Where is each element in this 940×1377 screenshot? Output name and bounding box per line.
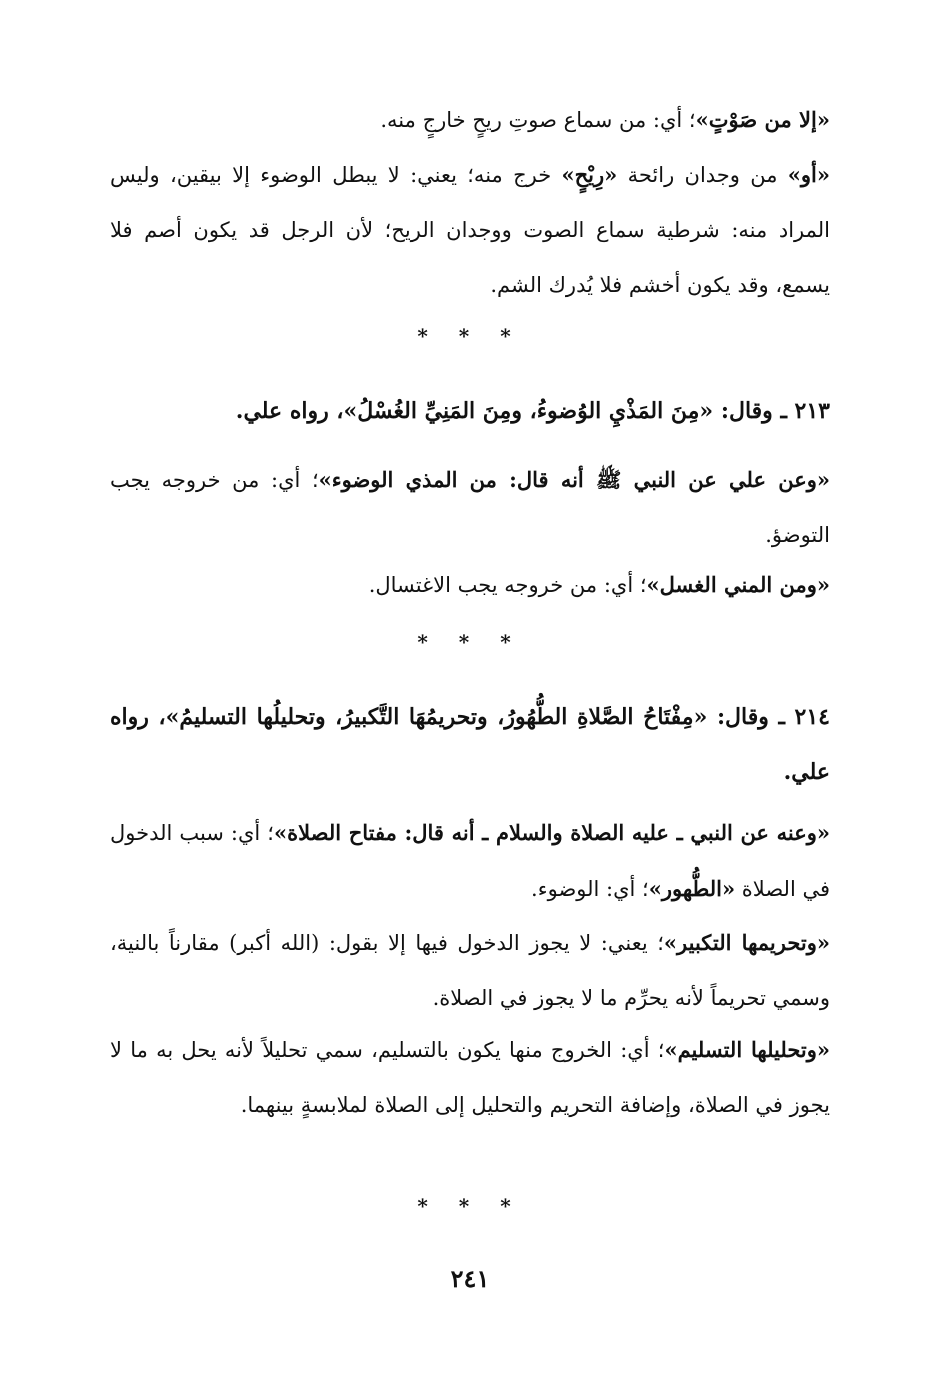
paragraph-text: ؛ يعني: لا يجوز الدخول فيها إلا بقول: (الله أكبر) مقارناً بالنية، وسمي تحريماً لأنه يحرِّم ما لا يجوز في الصلاة. — [110, 931, 830, 1010]
quoted-phrase: «وعنه عن النبي ـ عليه الصلاة والسلام ـ أنه قال: مفتاح الصلاة» — [273, 820, 830, 845]
quoted-phrase: «ومن المني الغسل» — [646, 572, 830, 597]
quoted-phrase: «وتحريمها التكبير» — [663, 930, 830, 955]
paragraph-text: ؛ أي: من خروجه يجب التوضؤ. — [110, 468, 830, 547]
paragraph-text: خرج منه؛ يعني: لا يبطل الوضوء إلا بيقين، وليس المراد منه: شرطية سماع الصوت ووجدان الريح؛ لأن الرجل قد يكون أصم فلا يسمع، وقد يكون أخشم فلا يُدرك الشم. — [110, 163, 830, 297]
paragraph-wind — [110, 147, 830, 313]
section-separator: * * * — [417, 1194, 523, 1218]
quoted-phrase: «الطُّهور» — [648, 876, 736, 901]
paragraph-madhy — [110, 452, 830, 563]
paragraph-text: ؛ أي: الوضوء. — [531, 877, 649, 901]
page-number: ٢٤١ — [450, 1264, 490, 1293]
quoted-phrase: «وعن علي عن النبي ﷺ أنه قال: من المذي الوضوء» — [318, 467, 830, 492]
paragraph-key-of-prayer — [110, 805, 830, 917]
paragraph-mani — [110, 557, 830, 613]
paragraph-text: ؛ أي: من سماع صوتِ ريحٍ خارجٍ منه. — [380, 108, 696, 132]
paragraph-takbir — [110, 915, 830, 1026]
hadith-213: ٢١٣ ـ وقال: «مِنَ المَذْيِ الوُضوءُ، ومِنَ المَنِيِّ الغُسْلُ»، رواه علي. — [235, 398, 830, 424]
quoted-phrase: «أو» — [787, 162, 830, 187]
quoted-phrase: «إلا من صَوْتٍ» — [695, 107, 830, 132]
paragraph-text: ؛ أي: الخروج منها يكون بالتسليم، سمي تحليلاً لأنه يحل به ما لا يجوز في الصلاة، وإضافة التحريم والتحليل إلى الصلاة لملابسةٍ بينهما. — [110, 1038, 830, 1117]
paragraph-taslim — [110, 1022, 830, 1133]
paragraph-text: ؛ أي: سبب الدخول في الصلاة — [110, 821, 830, 901]
section-separator: * * * — [417, 324, 523, 348]
quoted-phrase: «وتحليلها التسليم» — [664, 1037, 830, 1062]
paragraph-text: من وجدان رائحة — [617, 163, 788, 187]
section-separator: * * * — [417, 630, 523, 654]
paragraph-sound — [110, 92, 830, 148]
quoted-phrase: «رِيْحٍ» — [561, 162, 618, 187]
paragraph-text: ؛ أي: من خروجه يجب الاغتسال. — [368, 573, 647, 597]
hadith-214: ٢١٤ ـ وقال: «مِفْتَاحُ الصَّلاةِ الطُّهُورُ، وتحريمُهَا التَّكبيرُ، وتحليلُها التسليمُ»، رواه علي. — [110, 704, 830, 785]
